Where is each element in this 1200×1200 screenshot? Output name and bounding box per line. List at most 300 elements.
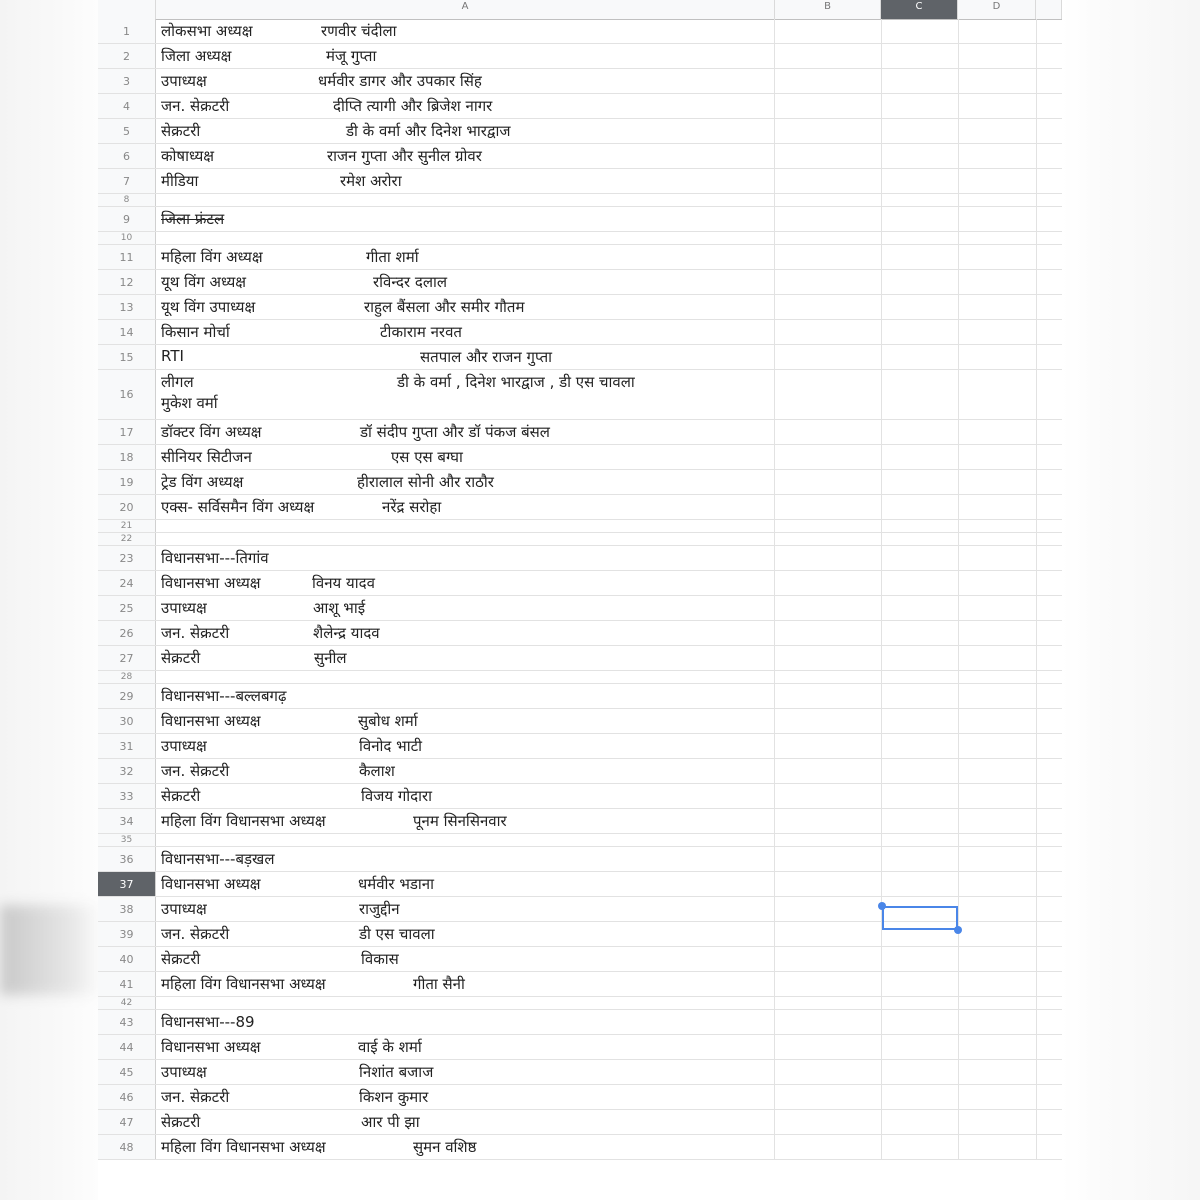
table-row[interactable] — [98, 847, 1062, 872]
cell-text-name: मंजू गुप्ता — [326, 47, 377, 65]
column-header-e[interactable] — [1036, 0, 1062, 19]
cell-a[interactable] — [156, 1060, 775, 1084]
row-number[interactable]: 23 — [98, 546, 156, 570]
cell-a[interactable] — [156, 847, 775, 871]
cell-text-role: महिला विंग विधानसभा अध्यक्ष — [161, 812, 326, 830]
cell-a[interactable] — [156, 169, 775, 193]
cell-text-role: उपाध्यक्ष — [161, 599, 207, 617]
cell-a[interactable] — [156, 144, 775, 168]
grid-line — [881, 1135, 882, 1159]
grid-line — [1036, 207, 1037, 231]
table-row[interactable] — [98, 232, 1062, 245]
cell-text-role: लीगल — [161, 373, 194, 391]
cell-text-role: जन. सेक्रटरी — [161, 97, 230, 115]
cell-text-role: विधानसभा---बल्लबगढ़ — [161, 687, 287, 705]
row-number[interactable]: 48 — [98, 1135, 156, 1159]
grid-line — [881, 1060, 882, 1084]
grid-line — [881, 245, 882, 269]
grid-line — [958, 684, 959, 708]
cell-text-role: कोषाध्यक्ष — [161, 147, 215, 165]
cell-a[interactable] — [156, 596, 775, 620]
cell-text-role: ट्रेड विंग अध्यक्ष — [161, 473, 244, 491]
cell-text-role: विधानसभा---89 — [161, 1013, 255, 1031]
cell-text-role: RTI — [161, 347, 184, 365]
row-number[interactable]: 13 — [98, 295, 156, 319]
cell-text-name: डी एस चावला — [359, 925, 435, 943]
cell-text-role: उपाध्यक्ष — [161, 900, 207, 918]
row-number[interactable]: 40 — [98, 947, 156, 971]
grid-line — [1036, 295, 1037, 319]
table-row[interactable] — [98, 1010, 1062, 1035]
table-row[interactable] — [98, 1060, 1062, 1085]
grid-line — [881, 872, 882, 896]
cell-a[interactable] — [156, 495, 775, 519]
cell-text-name: रविन्दर दलाल — [373, 273, 448, 291]
cell-a[interactable] — [156, 232, 775, 244]
grid-line — [958, 1085, 959, 1109]
row-number[interactable]: 18 — [98, 445, 156, 469]
grid-line — [1036, 671, 1037, 683]
table-row[interactable] — [98, 144, 1062, 169]
grid-line — [881, 972, 882, 996]
grid-line — [1036, 345, 1037, 369]
table-row[interactable] — [98, 169, 1062, 194]
table-row[interactable] — [98, 207, 1062, 232]
cell-text-name: राहुल बैंसला और समीर गौतम — [364, 298, 525, 316]
row-number[interactable]: 32 — [98, 759, 156, 783]
cell-a[interactable] — [156, 947, 775, 971]
cell-a[interactable] — [156, 194, 775, 206]
table-row[interactable] — [98, 734, 1062, 759]
cell-a[interactable] — [156, 270, 775, 294]
table-row[interactable] — [98, 1035, 1062, 1060]
cell-text-role: उपाध्यक्ष — [161, 737, 207, 755]
table-row[interactable] — [98, 621, 1062, 646]
cell-a[interactable] — [156, 1035, 775, 1059]
grid-line — [958, 1135, 959, 1159]
grid-line — [1036, 872, 1037, 896]
cell-text-name: आर पी झा — [361, 1113, 420, 1131]
cell-a[interactable] — [156, 734, 775, 758]
cell-text-name: किशन कुमार — [359, 1088, 429, 1106]
row-number[interactable]: 8 — [98, 194, 156, 206]
cell-text-name: नरेंद्र सरोहा — [382, 498, 442, 516]
table-row[interactable] — [98, 245, 1062, 270]
row-number[interactable]: 26 — [98, 621, 156, 645]
cell-text-name: टीकाराम नरवत — [380, 323, 462, 341]
row-number[interactable]: 47 — [98, 1110, 156, 1134]
grid-line — [958, 1035, 959, 1059]
grid-line — [1036, 847, 1037, 871]
grid-line — [1036, 596, 1037, 620]
grid-line — [1036, 320, 1037, 344]
row-number[interactable]: 37 — [98, 872, 156, 896]
rows-container — [98, 19, 1062, 1200]
selection-handle-bottom[interactable] — [954, 926, 962, 934]
column-header-bar — [98, 0, 1062, 20]
cell-a[interactable] — [156, 1135, 775, 1159]
cell-text-role: सेक्रटरी — [161, 950, 201, 968]
grid-line — [1036, 144, 1037, 168]
grid-line — [1036, 684, 1037, 708]
row-number[interactable]: 17 — [98, 420, 156, 444]
grid-line — [958, 734, 959, 758]
cell-text-role: विधानसभा अध्यक्ष — [161, 574, 261, 592]
column-header-c[interactable]: C — [881, 0, 958, 19]
cell-a[interactable] — [156, 571, 775, 595]
grid-line — [958, 245, 959, 269]
cell-a[interactable] — [156, 119, 775, 143]
cell-a[interactable] — [156, 646, 775, 670]
cell-text-name: विनय यादव — [312, 574, 375, 592]
row-number[interactable]: 15 — [98, 345, 156, 369]
grid-line — [958, 621, 959, 645]
cell-a[interactable] — [156, 872, 775, 896]
table-row[interactable] — [98, 420, 1062, 445]
column-header-a[interactable]: A — [156, 0, 775, 19]
table-row[interactable] — [98, 947, 1062, 972]
cell-text-role: महिला विंग विधानसभा अध्यक्ष — [161, 975, 326, 993]
row-number[interactable]: 22 — [98, 533, 156, 545]
cell-text-name: सुबोध शर्मा — [358, 712, 418, 730]
grid-line — [881, 370, 882, 419]
cell-a[interactable] — [156, 295, 775, 319]
row-number[interactable]: 29 — [98, 684, 156, 708]
grid-line — [1036, 1010, 1037, 1034]
grid-line — [881, 997, 882, 1009]
cell-a[interactable] — [156, 420, 775, 444]
grid-line — [958, 1110, 959, 1134]
grid-line — [881, 759, 882, 783]
grid-line — [1036, 1035, 1037, 1059]
table-row[interactable] — [98, 709, 1062, 734]
cell-a[interactable] — [156, 1085, 775, 1109]
row-number[interactable]: 42 — [98, 997, 156, 1009]
row-number[interactable]: 46 — [98, 1085, 156, 1109]
cell-a[interactable] — [156, 784, 775, 808]
table-row[interactable] — [98, 345, 1062, 370]
cell-text-role: सेक्रटरी — [161, 649, 201, 667]
cell-text-role: विधानसभा---बड़खल — [161, 850, 275, 868]
row-number[interactable]: 9 — [98, 207, 156, 231]
table-row[interactable] — [98, 759, 1062, 784]
table-row[interactable] — [98, 94, 1062, 119]
grid-line — [958, 345, 959, 369]
grid-line — [881, 533, 882, 545]
grid-line — [881, 169, 882, 193]
grid-line — [1036, 445, 1037, 469]
grid-line — [881, 1110, 882, 1134]
table-row[interactable] — [98, 872, 1062, 897]
grid-line — [1036, 646, 1037, 670]
grid-line — [1036, 245, 1037, 269]
row-number[interactable]: 19 — [98, 470, 156, 494]
cell-a[interactable] — [156, 1010, 775, 1034]
background-left — [0, 0, 98, 1200]
cell-a[interactable] — [156, 834, 775, 846]
cell-a[interactable] — [156, 1110, 775, 1134]
row-number[interactable]: 25 — [98, 596, 156, 620]
row-number[interactable]: 33 — [98, 784, 156, 808]
table-row[interactable] — [98, 495, 1062, 520]
cell-text-name: निशांत बजाज — [359, 1063, 434, 1081]
table-row[interactable] — [98, 997, 1062, 1010]
row-number[interactable]: 28 — [98, 671, 156, 683]
row-number[interactable]: 20 — [98, 495, 156, 519]
cell-text-role: सीनियर सिटीजन — [161, 448, 252, 466]
grid-line — [1036, 370, 1037, 419]
table-row[interactable] — [98, 671, 1062, 684]
table-row[interactable] — [98, 270, 1062, 295]
grid-line — [958, 533, 959, 545]
cell-text-role: मीडिया — [161, 172, 199, 190]
cell-text-name: रणवीर चंदीला — [321, 22, 397, 40]
cell-text-name: राजन गुप्ता और सुनील ग्रोवर — [327, 147, 482, 165]
grid-line — [1036, 1135, 1037, 1159]
cell-a[interactable] — [156, 345, 775, 369]
cell-a[interactable] — [156, 44, 775, 68]
row-number[interactable]: 7 — [98, 169, 156, 193]
table-row[interactable] — [98, 972, 1062, 997]
row-number[interactable]: 27 — [98, 646, 156, 670]
cell-a[interactable] — [156, 533, 775, 545]
table-row[interactable] — [98, 533, 1062, 546]
row-number[interactable]: 2 — [98, 44, 156, 68]
grid-line — [881, 520, 882, 532]
cell-text-name: वाई के शर्मा — [358, 1038, 422, 1056]
cell-text-name: विनोद भाटी — [359, 737, 423, 755]
grid-line — [881, 596, 882, 620]
table-row[interactable] — [98, 320, 1062, 345]
cell-text-name: सतपाल और राजन गुप्ता — [420, 348, 553, 366]
column-header-b[interactable]: B — [775, 0, 881, 19]
row-number[interactable]: 43 — [98, 1010, 156, 1034]
cell-a[interactable] — [156, 897, 775, 921]
grid-line — [1036, 520, 1037, 532]
cell-text-role: किसान मोर्चा — [161, 323, 230, 341]
cell-a[interactable] — [156, 370, 775, 419]
cell-a[interactable] — [156, 671, 775, 683]
grid-line — [881, 621, 882, 645]
grid-line — [958, 997, 959, 1009]
table-row[interactable] — [98, 1135, 1062, 1160]
row-number[interactable]: 1 — [98, 19, 156, 43]
cell-text-name: गीता सैनी — [413, 975, 465, 993]
cell-text-name: हीरालाल सोनी और राठौर — [357, 473, 494, 491]
cell-a[interactable] — [156, 94, 775, 118]
row-number[interactable]: 24 — [98, 571, 156, 595]
cell-text-name: राजुद्दीन — [359, 900, 400, 918]
cell-a[interactable] — [156, 320, 775, 344]
row-number[interactable]: 10 — [98, 232, 156, 244]
grid-line — [1036, 169, 1037, 193]
cell-text-name: डी के वर्मा , दिनेश भारद्वाज , डी एस चावला — [397, 373, 635, 391]
row-number[interactable]: 39 — [98, 922, 156, 946]
grid-line — [958, 194, 959, 206]
grid-line — [958, 596, 959, 620]
table-row[interactable] — [98, 194, 1062, 207]
cell-a[interactable] — [156, 759, 775, 783]
grid-line — [881, 144, 882, 168]
row-number[interactable]: 6 — [98, 144, 156, 168]
row-number[interactable]: 44 — [98, 1035, 156, 1059]
table-row[interactable] — [98, 571, 1062, 596]
row-number[interactable]: 34 — [98, 809, 156, 833]
grid-line — [881, 69, 882, 93]
cell-a[interactable] — [156, 245, 775, 269]
cell-text-name: पूनम सिनसिनवार — [413, 812, 507, 830]
row-number[interactable]: 30 — [98, 709, 156, 733]
grid-line — [958, 947, 959, 971]
cell-text-role: लोकसभा अध्यक्ष — [161, 22, 253, 40]
row-number[interactable]: 11 — [98, 245, 156, 269]
grid-line — [881, 1035, 882, 1059]
grid-line — [958, 44, 959, 68]
grid-line — [958, 1010, 959, 1034]
cell-text-role: विधानसभा---तिगांव — [161, 549, 269, 567]
grid-line — [1036, 922, 1037, 946]
table-row[interactable] — [98, 470, 1062, 495]
table-row[interactable] — [98, 119, 1062, 144]
grid-line — [958, 784, 959, 808]
cell-text-name: सुमन वशिष्ठ — [413, 1138, 477, 1156]
cell-a[interactable] — [156, 621, 775, 645]
grid-line — [1036, 94, 1037, 118]
grid-line — [1036, 972, 1037, 996]
cell-a[interactable] — [156, 972, 775, 996]
grid-line — [881, 94, 882, 118]
table-row[interactable] — [98, 1085, 1062, 1110]
row-number[interactable]: 45 — [98, 1060, 156, 1084]
table-row[interactable] — [98, 370, 1062, 420]
cell-text-role: जन. सेक्रटरी — [161, 925, 230, 943]
grid-line — [1036, 270, 1037, 294]
table-row[interactable] — [98, 834, 1062, 847]
cell-selection-c37[interactable] — [882, 906, 958, 930]
table-row[interactable] — [98, 596, 1062, 621]
cell-text-name: शैलेन्द्र यादव — [313, 624, 380, 642]
cell-a[interactable] — [156, 922, 775, 946]
grid-line — [1036, 709, 1037, 733]
table-row[interactable] — [98, 445, 1062, 470]
grid-line — [881, 809, 882, 833]
table-row[interactable] — [98, 19, 1062, 44]
row-number[interactable]: 21 — [98, 520, 156, 532]
table-row[interactable] — [98, 784, 1062, 809]
cell-text-role: उपाध्यक्ष — [161, 72, 207, 90]
cell-a[interactable] — [156, 69, 775, 93]
grid-line — [958, 972, 959, 996]
row-number[interactable]: 16 — [98, 370, 156, 419]
grid-line — [958, 295, 959, 319]
row-number[interactable]: 31 — [98, 734, 156, 758]
grid-line — [1036, 69, 1037, 93]
grid-line — [1036, 194, 1037, 206]
cell-text-role: यूथ विंग उपाध्यक्ष — [161, 298, 256, 316]
row-number[interactable]: 12 — [98, 270, 156, 294]
grid-line — [958, 759, 959, 783]
cell-text-role: विधानसभा अध्यक्ष — [161, 712, 261, 730]
cell-a[interactable] — [156, 684, 775, 708]
grid-line — [958, 470, 959, 494]
table-row[interactable] — [98, 295, 1062, 320]
selection-handle-top[interactable] — [878, 902, 886, 910]
cell-a[interactable] — [156, 445, 775, 469]
table-row[interactable] — [98, 44, 1062, 69]
grid-line — [958, 709, 959, 733]
cell-text-role: महिला विंग अध्यक्ष — [161, 248, 263, 266]
grid-line — [958, 571, 959, 595]
row-number[interactable]: 38 — [98, 897, 156, 921]
grid-line — [958, 270, 959, 294]
grid-line — [881, 420, 882, 444]
cell-text-name: डॉ संदीप गुप्ता और डॉ पंकज बंसल — [360, 423, 550, 441]
spreadsheet-grid[interactable] — [98, 0, 1062, 1200]
cell-text-role: एक्स- सर्विसमैन विंग अध्यक्ष — [161, 498, 315, 516]
background-right — [1062, 0, 1200, 1200]
grid-line — [1036, 1085, 1037, 1109]
grid-line — [1036, 947, 1037, 971]
row-number[interactable]: 41 — [98, 972, 156, 996]
cell-text-name: गीता शर्मा — [366, 248, 419, 266]
grid-line — [958, 19, 959, 43]
grid-line — [1036, 1110, 1037, 1134]
table-row[interactable] — [98, 646, 1062, 671]
table-row[interactable] — [98, 809, 1062, 834]
grid-line — [1036, 1060, 1037, 1084]
row-number[interactable]: 14 — [98, 320, 156, 344]
grid-line — [958, 1060, 959, 1084]
background-smudge — [0, 905, 98, 995]
grid-line — [958, 169, 959, 193]
grid-line — [881, 495, 882, 519]
row-number[interactable]: 36 — [98, 847, 156, 871]
grid-line — [1036, 897, 1037, 921]
cell-text-name: विजय गोदारा — [361, 787, 433, 805]
cell-a[interactable] — [156, 520, 775, 532]
table-row[interactable] — [98, 1110, 1062, 1135]
cell-text-name: धर्मवीर डागर और उपकार सिंह — [318, 72, 482, 90]
table-row[interactable] — [98, 520, 1062, 533]
cell-a[interactable] — [156, 19, 775, 43]
column-header-d[interactable]: D — [958, 0, 1036, 19]
cell-text-role: सेक्रटरी — [161, 122, 201, 140]
grid-line — [1036, 759, 1037, 783]
table-row[interactable] — [98, 69, 1062, 94]
cell-a[interactable] — [156, 470, 775, 494]
cell-a[interactable] — [156, 809, 775, 833]
grid-line — [1036, 834, 1037, 846]
table-row[interactable] — [98, 546, 1062, 571]
grid-line — [1036, 232, 1037, 244]
cell-a[interactable] — [156, 997, 775, 1009]
cell-a[interactable] — [156, 709, 775, 733]
cell-text-name: धर्मवीर भडाना — [358, 875, 434, 893]
cell-a[interactable] — [156, 546, 775, 570]
row-number[interactable]: 35 — [98, 834, 156, 846]
grid-line — [881, 709, 882, 733]
grid-line — [881, 44, 882, 68]
row-number[interactable]: 4 — [98, 94, 156, 118]
grid-line — [1036, 809, 1037, 833]
grid-line — [1036, 734, 1037, 758]
row-number[interactable]: 5 — [98, 119, 156, 143]
grid-line — [881, 320, 882, 344]
cell-a[interactable] — [156, 207, 775, 231]
table-row[interactable] — [98, 684, 1062, 709]
row-number[interactable]: 3 — [98, 69, 156, 93]
corner-cell[interactable] — [98, 0, 156, 19]
